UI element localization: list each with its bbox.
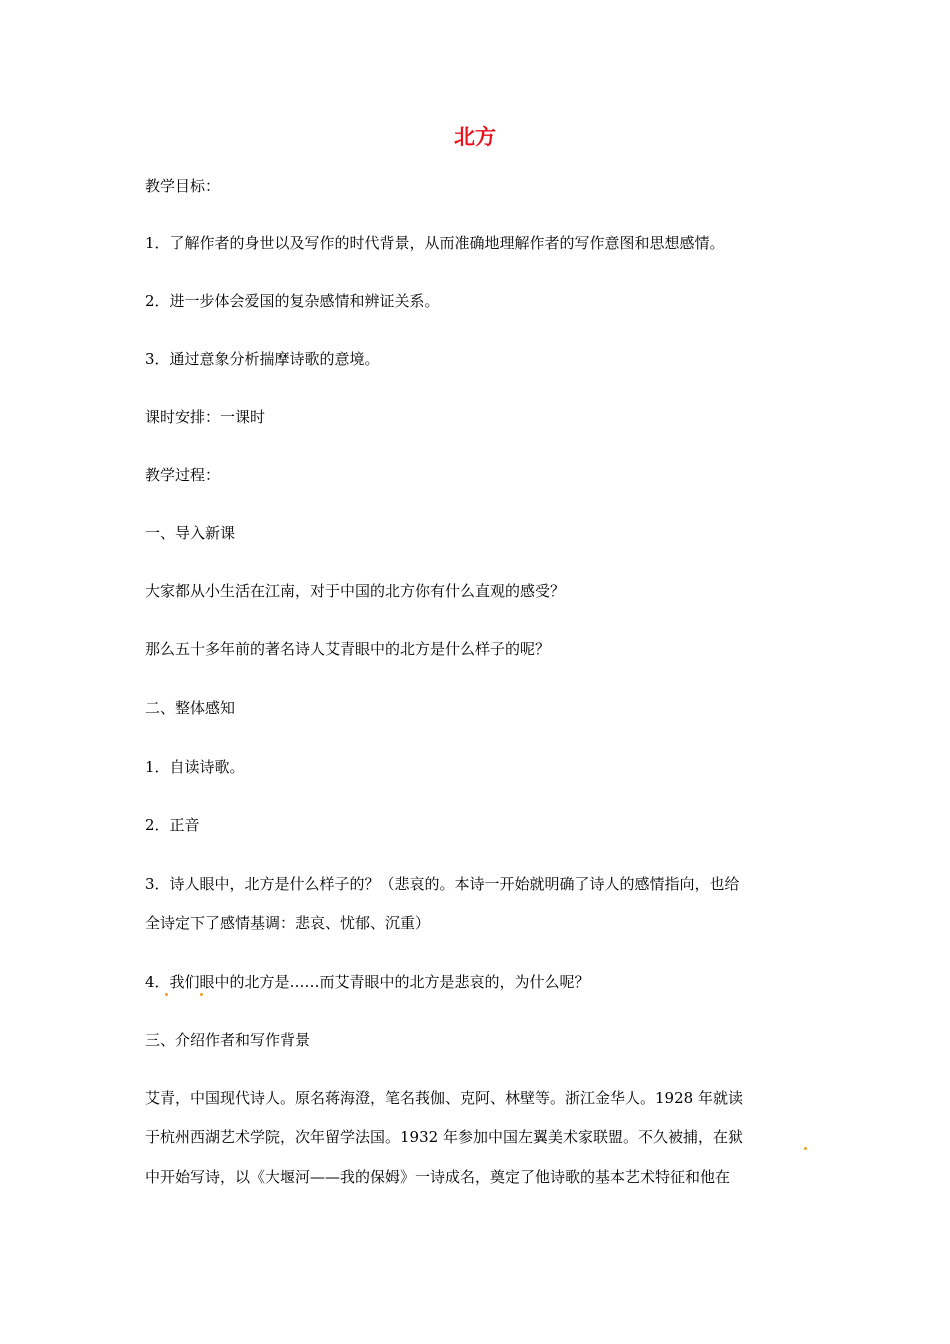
- intro-paragraph-2: 那么五十多年前的著名诗人艾青眼中的北方是什么样子的呢？: [145, 640, 551, 658]
- author-paragraph-line-2: 于杭州西湖艺术学院，次年留学法国。1932 年参加中国左翼美术家联盟。不久被捕，在狱: [145, 1128, 743, 1146]
- intro-paragraph-1: 大家都从小生活在江南，对于中国的北方你有什么直观的感受？: [145, 582, 566, 600]
- annotation-mark: [804, 1147, 807, 1150]
- page-title: 北方: [454, 125, 496, 149]
- perception-item-1: 1．自读诗歌。: [145, 758, 245, 776]
- section-heading-author: 三、介绍作者和写作背景: [145, 1031, 311, 1049]
- perception-item-3-line-2: 全诗定下了感情基调：悲哀、忧郁、沉重）: [145, 914, 431, 932]
- objective-item-1: 1．了解作者的身世以及写作的时代背景，从而准确地理解作者的写作意图和思想感情。: [145, 234, 725, 252]
- perception-item-3-line-1: 3．诗人眼中，北方是什么样子的？（悲哀的。本诗一开始就明确了诗人的感情指向，也给: [145, 875, 740, 893]
- annotation-mark: [200, 993, 203, 996]
- perception-item-4: 4．我们眼中的北方是……而艾青眼中的北方是悲哀的，为什么呢？: [145, 973, 590, 991]
- author-paragraph-line-3: 中开始写诗，以《大堰河——我的保姆》一诗成名，奠定了他诗歌的基本艺术特征和他在: [145, 1168, 731, 1186]
- perception-item-2: 2．正音: [145, 816, 200, 834]
- section-heading-perception: 二、整体感知: [145, 699, 236, 717]
- section-heading-objectives: 教学目标：: [145, 177, 221, 195]
- section-heading-process: 教学过程：: [145, 466, 221, 484]
- section-heading-intro: 一、导入新课: [145, 524, 236, 542]
- schedule-line: 课时安排：一课时: [145, 408, 266, 426]
- annotation-mark: [165, 993, 168, 996]
- author-paragraph-line-1: 艾青，中国现代诗人。原名蒋海澄，笔名莪伽、克阿、林壁等。浙江金华人。1928 年就读: [145, 1089, 743, 1107]
- objective-item-3: 3．通过意象分析揣摩诗歌的意境。: [145, 350, 380, 368]
- objective-item-2: 2．进一步体会爱国的复杂感情和辨证关系。: [145, 292, 440, 310]
